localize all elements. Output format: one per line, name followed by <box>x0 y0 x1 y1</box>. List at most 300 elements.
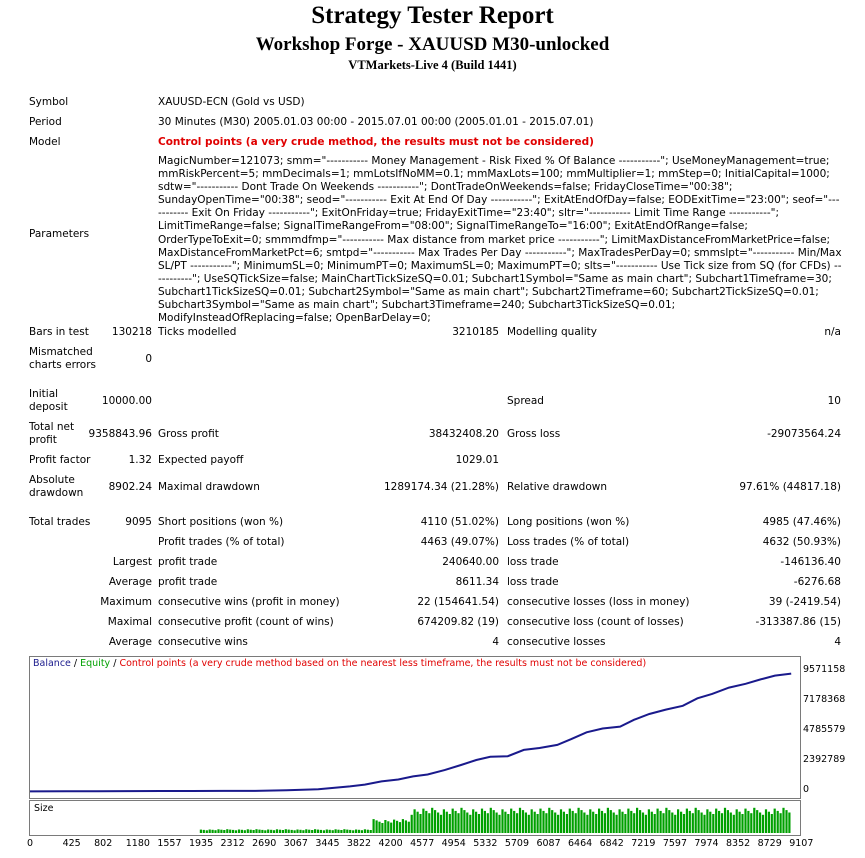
size-bar <box>604 813 606 833</box>
size-bar <box>217 829 219 833</box>
long-value: 4985 (47.46%) <box>762 516 841 528</box>
average-label: Average <box>108 576 152 588</box>
size-bar <box>414 809 416 833</box>
size-bar <box>592 812 594 833</box>
model-value: Control points (a very crude method, the results must not be considered) <box>158 136 594 148</box>
size-bar <box>443 809 445 833</box>
size-bar <box>651 812 653 833</box>
size-bar <box>744 809 746 833</box>
size-bar <box>232 830 234 833</box>
size-bar <box>440 815 442 833</box>
size-bar <box>320 830 322 833</box>
size-bar <box>460 808 462 833</box>
size-bar <box>493 810 495 833</box>
size-bar <box>376 820 378 833</box>
size-bar <box>739 812 741 833</box>
x-tick-label: 6464 <box>568 838 593 849</box>
x-tick-label: 3445 <box>315 838 340 849</box>
size-bar <box>434 810 436 833</box>
size-bar <box>736 809 738 833</box>
report-title: Strategy Tester Report <box>311 2 554 29</box>
size-bar <box>730 813 732 834</box>
mismatch-label: Mismatched <box>29 346 93 358</box>
size-bar <box>343 829 345 833</box>
size-bar <box>270 830 272 833</box>
size-bar <box>607 808 609 833</box>
maximal-loss-label: consecutive loss (count of losses) <box>507 616 684 628</box>
size-bar <box>235 830 237 833</box>
size-bar <box>560 809 562 833</box>
absdd-label: Absolute <box>29 474 75 486</box>
trades-label: Total trades <box>29 516 91 528</box>
avg-losses-value: 4 <box>834 636 841 648</box>
size-bar <box>244 830 246 833</box>
mismatch-value: 0 <box>145 353 152 365</box>
ltrades-value: 4632 (50.93%) <box>762 536 841 548</box>
size-bar <box>575 813 577 833</box>
size-bar <box>662 813 664 833</box>
size-bar <box>223 830 225 833</box>
size-bar <box>346 830 348 833</box>
spread-label: Spread <box>507 395 544 407</box>
size-bar <box>774 809 776 833</box>
trades-value: 9095 <box>125 516 152 528</box>
size-bar <box>425 811 427 833</box>
size-bar <box>648 809 650 833</box>
size-bar <box>531 809 533 833</box>
x-tick-label: 6842 <box>599 838 624 849</box>
average-loss-label: loss trade <box>507 576 559 588</box>
size-bar <box>542 811 544 833</box>
parameters-value: MagicNumber=121073; smm="----------- Money Management - Risk Fixed % Of Balance -----------"; UseMoneyManagement=true; mmRiskPercent=5; mmDecimals=1; mmLotsIfNoMM=0.1; mmMaxLots=100; mmMultiplier=1; mmStep=0; InitialCapital=1000; sdtw="----------- Dont Trade On Weekends -----------"; DontTradeOnWeekends=false; FridayCloseTime="00:38"; SundayOpenTime="00:38"; seod="----------- Exit At End Of Day -----------"; ExitAtEndOfDay=false; EODExitTime="23:00"; seof="----------- Exit On Friday -----------"; ExitOnFriday=true; FridayExitTime="23:40"; sltr="----------- Limit Time Range -----------"; LimitTimeRange=false; SignalTimeRangeFrom="08:00"; SignalTimeRangeTo="16:00"; ExitAtEndOfRange=false; OrderTypeToExit=0; smmmdfmp="----------- Max distance from market price -----------"; LimitMaxDistanceFromMarketPrice=false; MaxDistanceFromMarketPct=6; smtpd="----------- Max Trades Per Day -----------"; MaxTradesPerDay=0; smmslpt="----------- Min/Max SL/PT -----------"; MinimumSL=0; MinimumPT=0; MaximumSL=0; MaximumPT=0; slts="----------- Use Tick size from SQ (for CFDs) -----------"; UseSQTickSize=false; MainChartTickSizeSQ=0.01; Subchart1Symbol="Same as main chart"; Subchart1Timeframe=30; Subchart1TickSizeSQ=0.01; Subchart2Symbol="Same as main chart"; Subchart2Timeframe=60; Subchart2TickSizeSQ=0.01; Subchart3Symbol="Same as main chart"; Subchart3Timeframe=240; Subchart3TickSizeSQ=0.01; ModifyInsteadOfReplacing=false; OpenBarDelay=0; <box>158 155 842 325</box>
size-bar <box>449 814 451 833</box>
payoff-label: Expected payoff <box>158 454 244 466</box>
size-bar <box>299 830 301 833</box>
short-value: 4110 (51.02%) <box>420 516 499 528</box>
quality-label: Modelling quality <box>507 326 597 338</box>
size-bar <box>238 830 240 834</box>
size-bar <box>367 830 369 833</box>
maximal-profit-value: 674209.82 (19) <box>417 616 499 628</box>
size-bar <box>317 830 319 833</box>
legend-sep-2: / <box>110 658 120 669</box>
size-bar <box>408 822 410 833</box>
size-bar <box>695 808 697 833</box>
size-bar <box>513 811 515 833</box>
legend-note: Control points (a very crude method based on the nearest less timeframe, the results must not be considered) <box>119 658 647 669</box>
ltrades-label: Loss trades (% of total) <box>507 536 630 548</box>
grossprofit-value: 38432408.20 <box>428 428 499 440</box>
size-bar <box>522 810 524 833</box>
size-bar <box>566 814 568 833</box>
size-bar <box>273 830 275 833</box>
size-bar <box>469 815 471 833</box>
size-bar <box>595 814 597 833</box>
size-bar <box>258 830 260 833</box>
x-tick-label: 5332 <box>473 838 498 849</box>
size-bar <box>660 811 662 833</box>
size-bar <box>261 830 263 833</box>
largest-profit-value: 240640.00 <box>442 556 499 568</box>
size-bar <box>490 808 492 833</box>
size-bar <box>384 820 386 833</box>
size-bar <box>220 830 222 833</box>
size-bar <box>762 815 764 833</box>
size-bar <box>452 809 454 833</box>
reldd-label: Relative drawdown <box>507 481 608 493</box>
size-bar <box>487 813 489 833</box>
short-label: Short positions (won %) <box>158 516 284 528</box>
symbol-value: XAUUSD-ECN (Gold vs USD) <box>158 96 305 108</box>
average2-label: Average <box>108 636 152 648</box>
x-tick-label: 8729 <box>757 838 782 849</box>
period-value: 30 Minutes (M30) 2005.01.03 00:00 - 2015.07.01 00:00 (2005.01.01 - 2015.07.01) <box>158 116 594 128</box>
size-bar <box>411 815 413 833</box>
maxdd-value: 1289174.34 (21.28%) <box>383 481 499 493</box>
x-tick-label: 3067 <box>283 838 308 849</box>
size-bar <box>580 810 582 833</box>
size-bar <box>352 830 354 833</box>
size-bar <box>335 829 337 833</box>
size-bar <box>701 813 703 834</box>
average-profit-label: profit trade <box>158 576 218 588</box>
size-bar <box>349 830 351 833</box>
size-bar <box>329 830 331 833</box>
y-tick-label: 9571158 <box>803 663 846 675</box>
parameters-label: Parameters <box>29 228 90 240</box>
size-bar <box>340 830 342 833</box>
size-bar <box>498 815 500 833</box>
bars-label: Bars in test <box>29 326 89 338</box>
ticks-label: Ticks modelled <box>158 326 237 338</box>
x-tick-label: 1557 <box>157 838 182 849</box>
size-bar <box>613 813 615 834</box>
maximal-loss-value: -313387.86 (15) <box>755 616 841 628</box>
legend-equity: Equity <box>80 658 111 669</box>
size-bar <box>355 830 357 834</box>
average-profit-value: 8611.34 <box>455 576 499 588</box>
size-bar <box>405 820 407 833</box>
avg-wins-label: consecutive wins <box>158 636 248 648</box>
size-bar <box>247 829 249 833</box>
size-bar <box>455 811 457 833</box>
size-bar <box>554 813 556 834</box>
size-bar <box>610 810 612 833</box>
size-bar <box>551 810 553 833</box>
size-bar <box>721 813 723 833</box>
size-chart-svg <box>30 801 800 835</box>
x-tick-label: 8352 <box>726 838 751 849</box>
size-bar <box>782 808 784 833</box>
size-bar <box>557 815 559 833</box>
average-loss-value: -6276.68 <box>793 576 841 588</box>
size-bar <box>627 809 629 833</box>
size-bar <box>478 814 480 833</box>
size-bar <box>747 811 749 833</box>
size-bar <box>569 809 571 833</box>
ticks-value: 3210185 <box>452 326 499 338</box>
size-bar <box>639 810 641 833</box>
size-bar <box>209 830 211 834</box>
size-bar <box>709 812 711 833</box>
size-bar <box>756 810 758 833</box>
size-bar <box>276 829 278 833</box>
size-bar <box>768 812 770 833</box>
size-bar <box>718 811 720 833</box>
size-bar <box>501 809 503 833</box>
netprofit-label: Total net <box>29 421 75 433</box>
size-bar <box>680 812 682 833</box>
x-tick-label: 5709 <box>504 838 529 849</box>
x-tick-label: 4200 <box>378 838 403 849</box>
size-bar <box>759 813 761 834</box>
x-tick-label: 1180 <box>125 838 150 849</box>
size-bar <box>484 811 486 833</box>
size-bar <box>703 815 705 833</box>
size-bar <box>654 814 656 833</box>
size-bar <box>636 808 638 833</box>
y-tick-label: 7178368 <box>803 694 846 706</box>
size-bar <box>674 815 676 833</box>
size-bar <box>402 819 404 833</box>
max-wins-value: 22 (154641.54) <box>417 596 499 608</box>
x-tick-label: 7597 <box>662 838 688 849</box>
maximum-label: Maximum <box>100 596 152 608</box>
absdd-label-2: drawdown <box>29 487 84 499</box>
spread-value: 10 <box>827 395 841 407</box>
size-bar <box>311 830 313 833</box>
size-bar <box>390 823 392 833</box>
size-bar <box>296 830 298 834</box>
size-bar <box>267 830 269 834</box>
size-bar <box>419 814 421 833</box>
size-bar <box>291 830 293 833</box>
size-bar <box>621 812 623 833</box>
size-bar <box>771 814 773 833</box>
size-bar <box>305 829 307 833</box>
size-bar <box>326 830 328 834</box>
absdd-value: 8902.24 <box>108 481 152 493</box>
size-bar <box>323 830 325 833</box>
size-bar <box>446 812 448 833</box>
chart-legend <box>33 658 646 669</box>
size-bar <box>475 812 477 833</box>
size-bar <box>727 810 729 833</box>
x-tick-label: 6087 <box>536 838 561 849</box>
y-tick-label: 0 <box>803 784 810 796</box>
max-losses-label: consecutive losses (loss in money) <box>507 596 690 608</box>
size-bar <box>706 809 708 833</box>
symbol-label: Symbol <box>29 96 69 108</box>
size-bar <box>381 823 383 833</box>
size-bar <box>253 830 255 833</box>
size-bar <box>504 812 506 833</box>
deposit-label: Initial <box>29 388 59 400</box>
grossloss-value: -29073564.24 <box>767 428 841 440</box>
largest-label: Largest <box>112 556 152 568</box>
size-bar <box>616 815 618 833</box>
size-label: Size <box>34 803 54 814</box>
size-bar <box>548 808 550 833</box>
size-bar <box>282 830 284 833</box>
legend-balance: Balance <box>33 658 71 669</box>
x-tick-label: 802 <box>94 838 113 849</box>
size-bar <box>302 830 304 833</box>
size-bar <box>563 812 565 833</box>
size-bar <box>578 808 580 833</box>
size-bar <box>387 821 389 833</box>
size-chart <box>29 800 801 836</box>
size-bar <box>206 830 208 833</box>
size-bar <box>212 830 214 833</box>
payoff-value: 1029.01 <box>455 454 499 466</box>
ptrades-value: 4463 (49.07%) <box>420 536 499 548</box>
deposit-label-2: deposit <box>29 401 68 413</box>
size-bar <box>645 815 647 833</box>
size-bar <box>361 830 363 833</box>
size-bar <box>785 810 787 833</box>
size-bar <box>715 809 717 833</box>
size-bar <box>753 808 755 833</box>
size-bar <box>250 830 252 833</box>
size-bar <box>214 830 216 833</box>
size-bar <box>332 830 334 833</box>
size-bar <box>545 813 547 833</box>
size-bar <box>537 814 539 833</box>
maxdd-label: Maximal drawdown <box>158 481 260 493</box>
x-tick-label: 2690 <box>252 838 277 849</box>
size-bar <box>601 811 603 833</box>
size-bar <box>572 811 574 833</box>
size-bar <box>288 830 290 833</box>
size-bar <box>633 813 635 833</box>
size-bar <box>539 809 541 833</box>
grossloss-label: Gross loss <box>507 428 561 440</box>
size-bar <box>586 815 588 833</box>
maximal-profit-label: consecutive profit (count of wins) <box>158 616 334 628</box>
server-name: VTMarkets-Live 4 (Build 1441) <box>348 58 517 72</box>
largest-loss-label: loss trade <box>507 556 559 568</box>
size-bar <box>422 809 424 833</box>
balance-series-line <box>30 674 791 792</box>
size-bar <box>431 808 433 833</box>
size-bar <box>516 813 518 833</box>
size-bar <box>472 809 474 833</box>
deposit-value: 10000.00 <box>101 395 152 407</box>
y-tick-label: 4785579 <box>803 724 846 736</box>
size-bar <box>314 829 316 833</box>
size-bar <box>657 809 659 833</box>
size-bar <box>642 813 644 834</box>
size-bar <box>241 830 243 833</box>
size-bar <box>496 813 498 834</box>
size-bar <box>750 813 752 833</box>
size-bar <box>630 811 632 833</box>
x-tick-label: 0 <box>27 838 34 849</box>
size-bar <box>677 809 679 833</box>
size-bar <box>396 821 398 833</box>
maximal-label: Maximal <box>107 616 152 628</box>
size-bar <box>624 814 626 833</box>
size-bar <box>481 809 483 833</box>
x-tick-label: 7219 <box>631 838 656 849</box>
size-bar <box>428 813 430 833</box>
size-bar <box>203 830 205 833</box>
size-bar <box>765 809 767 833</box>
balance-chart-svg <box>30 657 800 798</box>
size-bar <box>229 830 231 833</box>
size-bar <box>457 813 459 833</box>
size-bar <box>777 811 779 833</box>
largest-loss-value: -146136.40 <box>780 556 841 568</box>
size-bar <box>255 829 257 833</box>
max-losses-value: 39 (-2419.54) <box>768 596 841 608</box>
pf-label: Profit factor <box>29 454 91 466</box>
size-bar <box>466 813 468 834</box>
size-bar <box>373 819 375 833</box>
size-bar <box>399 822 401 833</box>
size-bar <box>712 814 714 833</box>
x-tick-label: 4954 <box>441 838 466 849</box>
mismatch-label-2: charts errors <box>29 359 96 371</box>
balance-chart <box>29 656 801 799</box>
size-bar <box>200 830 202 833</box>
size-bar <box>393 820 395 833</box>
x-tick-label: 1935 <box>188 838 214 849</box>
ptrades-label: Profit trades (% of total) <box>158 536 285 548</box>
size-bar <box>724 808 726 833</box>
size-bar <box>337 830 339 833</box>
max-wins-label: consecutive wins (profit in money) <box>158 596 340 608</box>
x-tick-label: 425 <box>62 838 81 849</box>
size-bar <box>668 810 670 833</box>
quality-value: n/a <box>824 326 841 338</box>
size-bar <box>264 830 266 833</box>
model-label: Model <box>29 136 61 148</box>
y-tick-label: 2392789 <box>803 754 846 766</box>
size-bar <box>528 815 530 833</box>
size-bar <box>589 809 591 833</box>
x-tick-label: 9107 <box>789 838 814 849</box>
legend-sep-1: / <box>70 658 81 669</box>
size-bar <box>519 808 521 833</box>
grossprofit-label: Gross profit <box>158 428 219 440</box>
reldd-value: 97.61% (44817.18) <box>739 481 841 493</box>
size-bar <box>692 813 694 833</box>
size-bar <box>294 830 296 833</box>
largest-profit-label: profit trade <box>158 556 218 568</box>
size-bar <box>463 810 465 833</box>
size-bar <box>370 830 372 833</box>
avg-wins-value: 4 <box>492 636 499 648</box>
size-bar <box>780 813 782 833</box>
size-bar <box>788 813 790 834</box>
size-bar <box>665 808 667 833</box>
x-tick-label: 3822 <box>346 838 372 849</box>
size-bar <box>683 814 685 833</box>
size-bar <box>510 809 512 833</box>
size-bar <box>285 829 287 833</box>
size-bar <box>279 830 281 833</box>
size-bar <box>619 809 621 833</box>
size-bar <box>226 829 228 833</box>
x-tick-label: 4577 <box>410 838 435 849</box>
size-bar <box>525 813 527 834</box>
size-bar <box>741 814 743 833</box>
netprofit-value: 9358843.96 <box>88 428 152 440</box>
avg-losses-label: consecutive losses <box>507 636 606 648</box>
size-bar <box>698 810 700 833</box>
